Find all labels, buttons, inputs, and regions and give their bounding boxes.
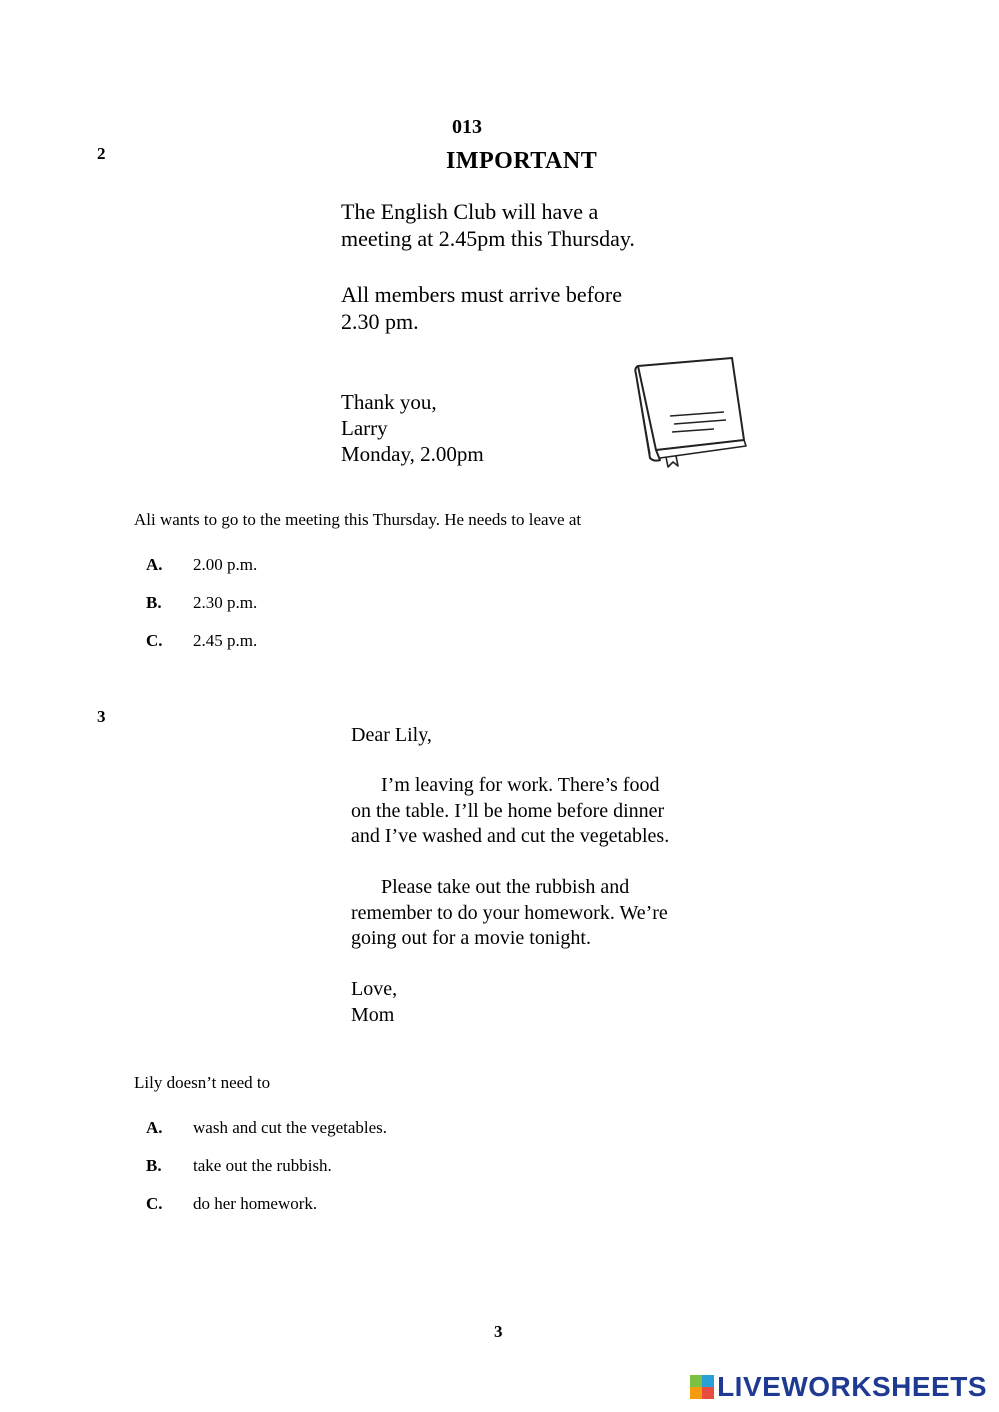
notice-sign-line: Larry (341, 416, 388, 440)
letter-line: Please take out the rubbish and (381, 876, 630, 898)
letter-line: and I’ve washed and cut the vegetables. (351, 825, 670, 847)
option-letter: B. (146, 1156, 162, 1175)
page-number: 3 (494, 1322, 503, 1341)
letter-closing (351, 977, 397, 1028)
option-text: 2.45 p.m. (193, 631, 258, 650)
notice-line: 2.30 pm. (341, 309, 419, 334)
worksheet-code: 013 (452, 116, 482, 138)
notice-title: IMPORTANT (446, 148, 598, 174)
question-3-number: 3 (97, 707, 106, 726)
letter-paragraph-1 (351, 773, 669, 850)
question-2-number: 2 (97, 144, 106, 163)
option-letter: C. (146, 1194, 163, 1213)
question-2-option-a[interactable] (0, 555, 999, 577)
notice-line: meeting at 2.45pm this Thursday. (341, 226, 635, 251)
letter-line: Love, (351, 978, 398, 1000)
option-letter: A. (146, 1118, 163, 1137)
option-text: 2.00 p.m. (193, 555, 258, 574)
notice-line: All members must arrive before (341, 282, 623, 307)
letter-line: I’m leaving for work. There’s food (381, 774, 660, 796)
notice-body (341, 198, 635, 252)
notice-signature (341, 389, 484, 467)
option-letter: A. (146, 555, 163, 574)
question-3-option-c[interactable] (0, 1194, 999, 1216)
option-text: wash and cut the vegetables. (193, 1118, 388, 1137)
option-text: do her homework. (193, 1194, 318, 1213)
question-2-option-c[interactable] (0, 631, 999, 653)
question-3-text: Lily doesn’t need to (134, 1073, 271, 1092)
question-3-option-b[interactable] (0, 1156, 999, 1178)
letter-line: on the table. I’ll be home before dinner (351, 799, 665, 822)
liveworksheets-logo[interactable] (690, 1371, 987, 1403)
question-2-option-b[interactable] (0, 593, 999, 615)
notice-line: The English Club will have a (341, 199, 599, 224)
liveworksheets-logo-icon (690, 1375, 714, 1399)
letter-line: going out for a movie tonight. (351, 927, 591, 949)
option-letter: C. (146, 631, 163, 650)
notice-sign-line: Thank you, (341, 390, 437, 414)
liveworksheets-logo-text: LIVEWORKSHEETS (717, 1371, 987, 1402)
letter-paragraph-2 (351, 875, 668, 952)
option-text: 2.30 p.m. (193, 593, 258, 612)
notice-sign-line: Monday, 2.00pm (341, 442, 484, 466)
option-text: take out the rubbish. (193, 1156, 332, 1175)
notice-body-2 (341, 281, 622, 335)
question-2-text: Ali wants to go to the meeting this Thursday. He needs to leave at (134, 510, 582, 529)
option-letter: B. (146, 593, 162, 612)
book-icon (632, 354, 752, 469)
letter-greeting: Dear Lily, (351, 724, 432, 746)
letter-line: Mom (351, 1003, 395, 1026)
question-3-option-a[interactable] (0, 1118, 999, 1140)
letter-line: remember to do your homework. We’re (351, 901, 668, 924)
